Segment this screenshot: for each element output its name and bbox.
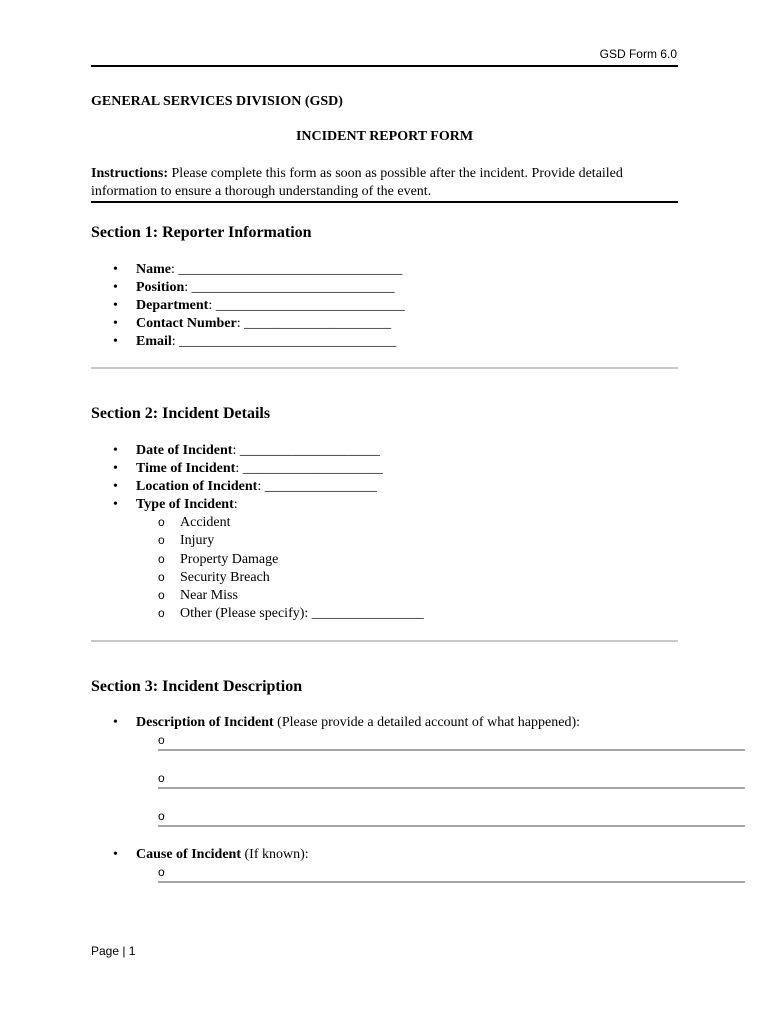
- field-blank[interactable]: : _____________________: [236, 316, 392, 331]
- form-title: INCIDENT REPORT FORM: [295, 129, 474, 144]
- instructions-text: Please complete this form as soon as possible after the incident. Provide detailed information to ensure a thorough understanding of the event.: [91, 166, 623, 199]
- section3-title: Section 3: Incident Description: [91, 678, 303, 695]
- field-blank[interactable]: : ____________________: [232, 443, 380, 458]
- cause-label: Cause of Incident: [136, 847, 242, 862]
- field-blank[interactable]: : _____________________________: [184, 280, 395, 295]
- option-injury[interactable]: o Injury: [91, 532, 424, 550]
- field-label: Name: [136, 262, 171, 277]
- answer-line[interactable]: [158, 881, 745, 883]
- section2-divider: [91, 640, 678, 642]
- field-department[interactable]: [91, 297, 405, 315]
- description-label: Description of Incident: [136, 715, 274, 730]
- field-blank[interactable]: : ________________: [257, 479, 377, 494]
- field-blank[interactable]: : _______________________________: [171, 334, 397, 349]
- field-type-of-incident: [91, 496, 383, 514]
- section1-title: Section 1: Reporter Information: [91, 224, 312, 241]
- incident-type-options: [91, 514, 424, 624]
- field-label: Contact Number: [136, 316, 237, 331]
- cause-prompt: [136, 847, 309, 863]
- option-security-breach[interactable]: o Security Breach: [91, 569, 424, 587]
- option-property-damage[interactable]: o Property Damage: [91, 551, 424, 569]
- instructions-label: Instructions:: [91, 166, 169, 181]
- page-number: Page | 1: [91, 944, 136, 958]
- field-blank[interactable]: : ____________________: [235, 461, 383, 476]
- bullet-icon: •: [113, 847, 118, 862]
- field-label: Type of Incident: [136, 497, 234, 512]
- instructions: [91, 165, 678, 201]
- field-position[interactable]: [91, 279, 405, 297]
- answer-line[interactable]: [158, 825, 745, 827]
- circle-bullet-icon: o: [158, 809, 165, 823]
- form-code: GSD Form 6.0: [599, 47, 677, 61]
- field-contact-number[interactable]: [91, 315, 405, 333]
- section1-divider: [91, 367, 678, 369]
- reporter-fields: [91, 261, 405, 351]
- description-note: (Please provide a detailed account of what happened):: [273, 715, 580, 730]
- field-blank[interactable]: : ___________________________: [208, 298, 405, 313]
- field-label: Location of Incident: [136, 479, 258, 494]
- circle-bullet-icon: o: [158, 865, 165, 879]
- field-label: Position: [136, 280, 185, 295]
- field-label: Email: [136, 334, 172, 349]
- field-label: Time of Incident: [136, 461, 236, 476]
- field-email[interactable]: [91, 333, 405, 351]
- cause-note: (If known):: [241, 847, 309, 862]
- header-rule: [91, 65, 678, 67]
- field-name[interactable]: [91, 261, 405, 279]
- option-other[interactable]: o Other (Please specify): ________________: [91, 605, 424, 623]
- field-label: Date of Incident: [136, 443, 233, 458]
- option-near-miss[interactable]: o Near Miss: [91, 587, 424, 605]
- answer-line[interactable]: [158, 787, 745, 789]
- incident-fields: [91, 442, 383, 514]
- division-heading: GENERAL SERVICES DIVISION (GSD): [91, 94, 343, 109]
- field-colon: :: [233, 497, 238, 512]
- field-time-of-incident[interactable]: [91, 460, 383, 478]
- field-blank[interactable]: : ________________________________: [171, 262, 403, 277]
- field-label: Department: [136, 298, 209, 313]
- circle-bullet-icon: o: [158, 771, 165, 785]
- bullet-icon: •: [113, 715, 118, 730]
- option-accident[interactable]: o Accident: [91, 514, 424, 532]
- answer-line[interactable]: [158, 749, 745, 751]
- circle-bullet-icon: o: [158, 733, 165, 747]
- description-prompt: [136, 715, 580, 731]
- field-location-of-incident[interactable]: [91, 478, 383, 496]
- field-date-of-incident[interactable]: [91, 442, 383, 460]
- section2-title: Section 2: Incident Details: [91, 405, 271, 422]
- instructions-rule: [91, 201, 678, 203]
